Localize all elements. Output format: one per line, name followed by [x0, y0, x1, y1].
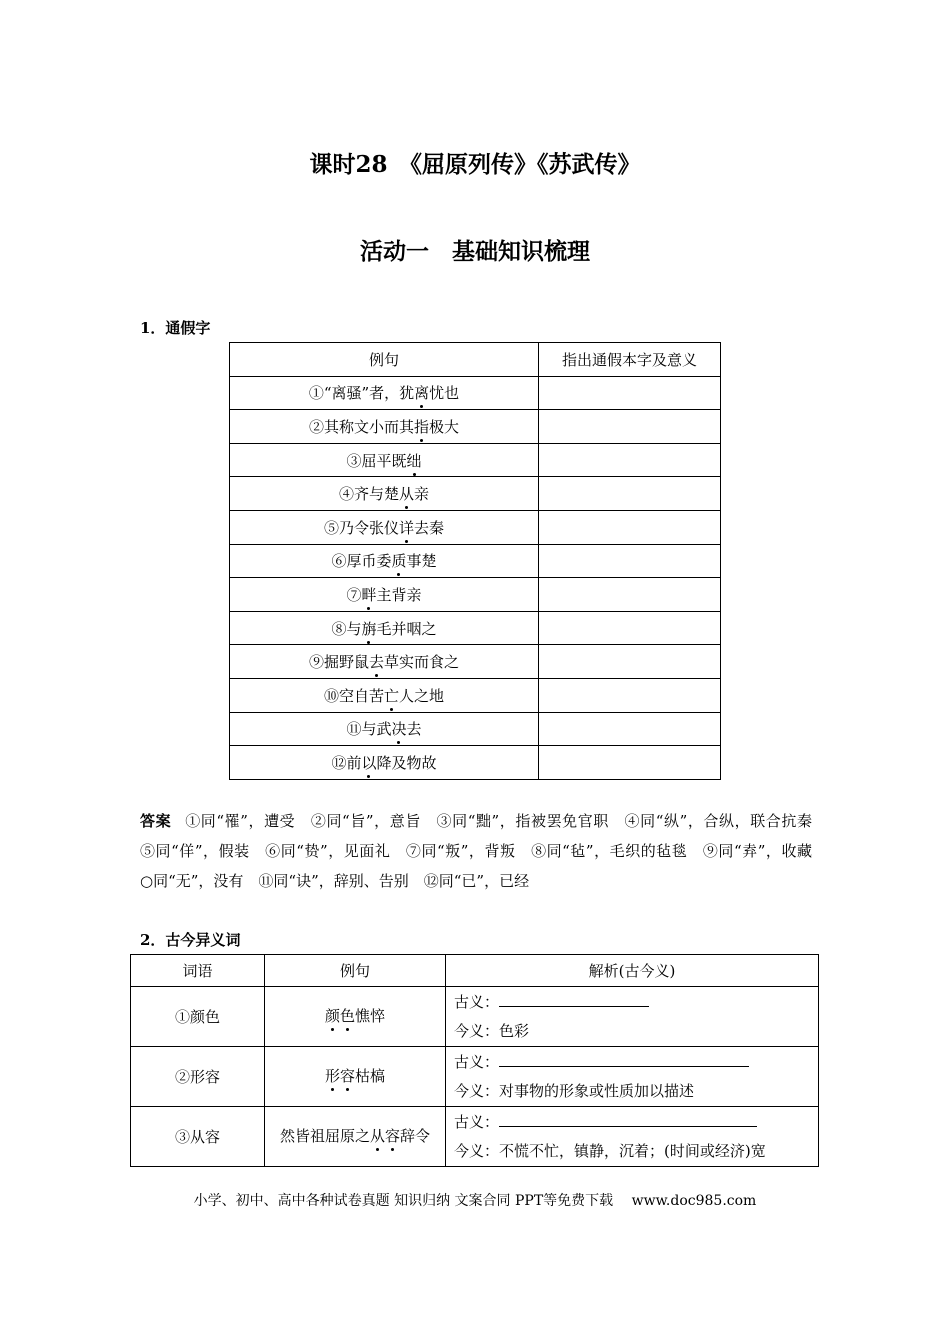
answer-cell	[539, 410, 721, 444]
example-sentence-cell	[230, 578, 539, 612]
example-sentence-cell	[265, 987, 446, 1047]
text-fragment: ①“离骚”者，犹	[308, 384, 415, 403]
emphasis-char: 以	[361, 753, 377, 772]
text-fragment: ⑥厚币委	[331, 552, 392, 571]
table-header-row	[230, 343, 721, 377]
section-heading-gujinyiyi: 2．古今异义词	[140, 931, 241, 949]
column-header: 例句	[265, 955, 446, 987]
emphasis-word	[414, 384, 429, 402]
answer-cell	[539, 376, 721, 410]
table-row	[230, 712, 721, 746]
table-row	[230, 678, 721, 712]
emphasis-word	[361, 754, 376, 772]
emphasis-char: 从	[398, 485, 414, 504]
emphasis-char: 详	[398, 518, 414, 537]
answer-cell	[539, 746, 721, 780]
emphasis-word	[414, 418, 429, 436]
emphasis-word	[361, 620, 376, 638]
emphasis-char: 旃	[361, 619, 377, 638]
table-row	[131, 987, 819, 1047]
fill-in-blank[interactable]	[499, 991, 649, 1007]
word-cell: ②形容	[131, 1047, 265, 1107]
answer-cell	[539, 544, 721, 578]
text-fragment: ⑪与武	[346, 720, 392, 739]
text-fragment: ④齐与楚	[338, 485, 399, 504]
emphasis-word	[399, 519, 414, 537]
text-fragment: ⑤乃令张仪	[323, 518, 399, 537]
answer-cell	[539, 578, 721, 612]
example-sentence-cell	[230, 611, 539, 645]
answer-cell	[539, 645, 721, 679]
example-sentence-cell	[230, 376, 539, 410]
text-fragment: 枯槁	[355, 1067, 386, 1085]
table-row	[230, 410, 721, 444]
page-title: 课时28 《屈原列传》《苏武传》	[309, 151, 641, 178]
fill-in-blank[interactable]	[499, 1051, 749, 1067]
table-row	[230, 477, 721, 511]
example-sentence-cell	[230, 443, 539, 477]
emphasis-char: 质	[391, 552, 407, 571]
text-fragment: ⑫前	[331, 753, 362, 772]
emphasis-char: 指	[413, 417, 429, 436]
modern-meaning: 今义：对事物的形象或性质加以描述	[454, 1081, 695, 1100]
emphasis-word	[391, 720, 406, 738]
text-fragment: 极大	[429, 417, 460, 436]
table-row	[131, 1047, 819, 1107]
text-fragment: ⑩空自苦	[323, 686, 384, 705]
text-fragment: 事楚	[406, 552, 437, 571]
emphasis-char: 形	[324, 1067, 340, 1085]
footer-text: 小学、初中、高中各种试卷真题 知识归纳 文案合同 PPT等免费下载 www.doc985.com	[193, 1193, 757, 1209]
text-fragment: 然皆祖屈原之	[279, 1127, 370, 1145]
table-header-row	[131, 955, 819, 987]
emphasis-char: 亡	[383, 686, 399, 705]
fill-in-blank[interactable]	[499, 1111, 757, 1127]
emphasis-char: 决	[391, 720, 407, 739]
modern-meaning: 今义：色彩	[454, 1021, 530, 1040]
emphasis-char: 色	[339, 1007, 355, 1025]
example-sentence-cell	[230, 510, 539, 544]
ancient-meaning	[454, 1048, 818, 1077]
text-fragment: 草实而食之	[384, 653, 460, 672]
emphasis-word	[325, 1007, 355, 1025]
emphasis-char: 去	[368, 653, 384, 672]
ancient-meaning	[454, 1108, 818, 1137]
table-row	[230, 544, 721, 578]
text-fragment: 去秦	[414, 518, 445, 537]
answer-label: 答案	[140, 812, 172, 830]
emphasis-char: 颜	[324, 1007, 340, 1025]
modern-meaning: 今义：不慌不忙，镇静，沉着；(时间或经济)宽	[454, 1141, 766, 1160]
text-fragment: 主背亲	[376, 585, 422, 604]
table-row	[230, 578, 721, 612]
example-sentence-cell	[265, 1107, 446, 1167]
column-header: 例句	[230, 343, 539, 377]
gujinyiyi-table	[130, 954, 819, 1167]
answer-text: ①同“罹”，遭受 ②同“旨”，意旨 ③同“黜”，指被罢免官职 ④同“纵”，合纵，联合抗秦 ⑤同“佯”，假装 ⑥同“贽”，见面礼 ⑦同“叛”，背叛 ⑧同“毡”，毛织的毡毯 ⑨同“弆”，收藏 ○同“无”，没有 ⑪同“诀”，辞别、告别 ⑫同“已”，已经	[140, 812, 828, 890]
example-sentence-cell	[230, 645, 539, 679]
table-row	[230, 510, 721, 544]
example-sentence-cell	[230, 477, 539, 511]
column-header: 指出通假本字及意义	[539, 343, 721, 377]
emphasis-word	[399, 485, 414, 503]
emphasis-char: 从	[369, 1127, 385, 1145]
emphasis-word	[370, 1127, 400, 1145]
text-fragment: ⑨掘野鼠	[308, 653, 369, 672]
emphasis-char: 绌	[406, 451, 422, 470]
table-row	[230, 376, 721, 410]
text-fragment: 辞令	[400, 1127, 431, 1145]
ancient-meaning	[454, 988, 818, 1017]
text-fragment: ②其称文小而其	[308, 417, 414, 436]
example-sentence-cell	[230, 712, 539, 746]
word-cell: ③从容	[131, 1107, 265, 1167]
answer-cell	[539, 510, 721, 544]
emphasis-char: 畔	[361, 585, 377, 604]
answer-cell	[539, 443, 721, 477]
ancient-meaning-label: 古义：	[454, 1052, 500, 1071]
emphasis-word	[369, 653, 384, 671]
emphasis-word	[407, 452, 422, 470]
table-row	[230, 645, 721, 679]
example-sentence-cell	[230, 746, 539, 780]
emphasis-word	[391, 552, 406, 570]
text-fragment: ⑦	[346, 585, 362, 604]
explanation-cell	[446, 1107, 819, 1167]
emphasis-word	[361, 586, 376, 604]
text-fragment: 憔悴	[355, 1007, 386, 1025]
table-row	[230, 443, 721, 477]
emphasis-char: 容	[339, 1067, 355, 1085]
text-fragment: 降及物故	[376, 753, 437, 772]
text-fragment: ③屈平既	[346, 451, 407, 470]
explanation-cell	[446, 1047, 819, 1107]
table-row	[131, 1107, 819, 1167]
answer-cell	[539, 712, 721, 746]
text-fragment: 亲	[414, 485, 430, 504]
explanation-cell	[446, 987, 819, 1047]
column-header: 词语	[131, 955, 265, 987]
answer-cell	[539, 678, 721, 712]
ancient-meaning-label: 古义：	[454, 1112, 500, 1131]
word-cell: ①颜色	[131, 987, 265, 1047]
answer-block	[140, 806, 828, 896]
table-row	[230, 746, 721, 780]
example-sentence-cell	[230, 410, 539, 444]
example-sentence-cell	[230, 544, 539, 578]
text-fragment: 毛并咽之	[376, 619, 437, 638]
text-fragment: 去	[406, 720, 422, 739]
emphasis-char: 容	[385, 1127, 401, 1145]
example-sentence-cell	[265, 1047, 446, 1107]
text-fragment: 忧也	[429, 384, 460, 403]
answer-cell	[539, 611, 721, 645]
ancient-meaning-label: 古义：	[454, 992, 500, 1011]
emphasis-word	[325, 1067, 355, 1085]
tongjiazi-table	[229, 342, 721, 780]
activity-heading: 活动一 基础知识梳理	[360, 238, 590, 265]
example-sentence-cell	[230, 678, 539, 712]
answer-cell	[539, 477, 721, 511]
table-row	[230, 611, 721, 645]
column-header: 解析(古今义)	[446, 955, 819, 987]
text-fragment: 人之地	[399, 686, 445, 705]
emphasis-word	[384, 687, 399, 705]
emphasis-char: 离	[414, 384, 430, 403]
section-heading-tongjiazi: 1．通假字	[140, 319, 211, 337]
text-fragment: ⑧与	[331, 619, 362, 638]
